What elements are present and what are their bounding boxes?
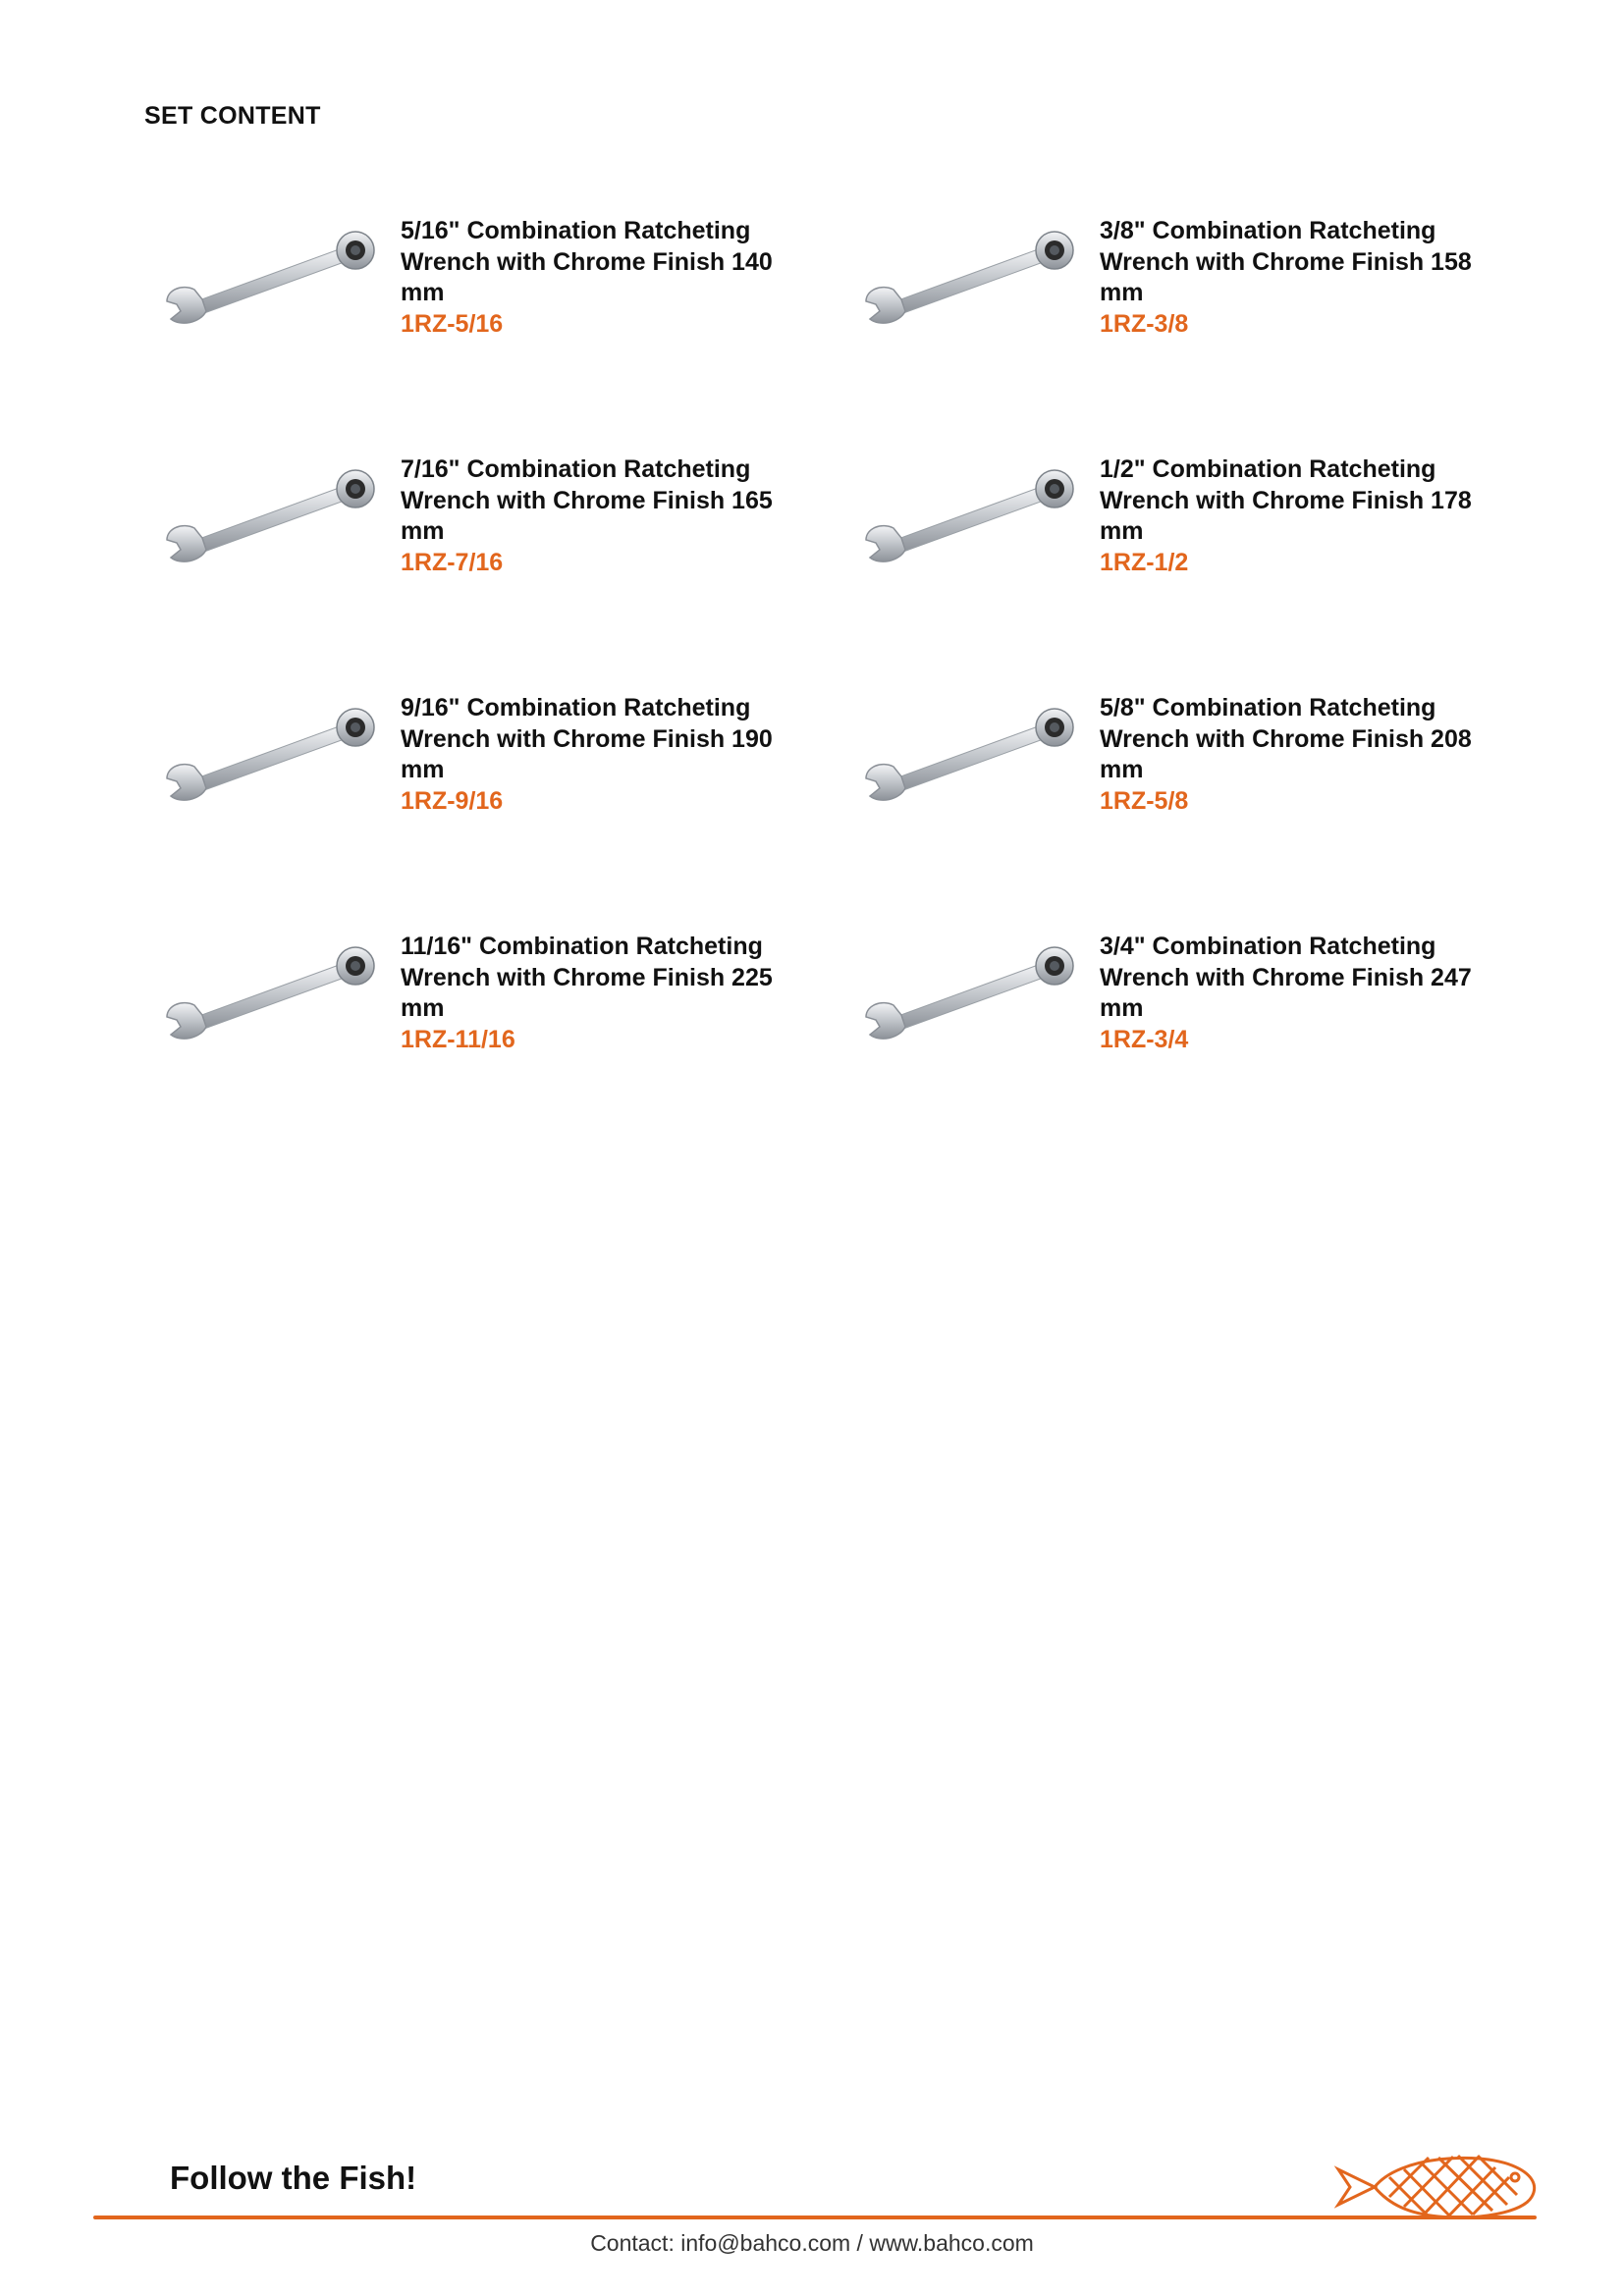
product-code-link[interactable]: 1RZ-5/8 [1100, 786, 1189, 815]
product-code-link[interactable]: 1RZ-7/16 [401, 548, 504, 576]
wrench-icon [856, 927, 1082, 1044]
product-text [401, 693, 813, 817]
product-text [401, 454, 813, 578]
product-code-link[interactable]: 1RZ-3/4 [1100, 1025, 1189, 1053]
product-text [401, 216, 813, 340]
product-item [856, 211, 1532, 450]
product-text [1100, 693, 1512, 817]
product-item [157, 450, 856, 688]
section-title: SET CONTENT [144, 102, 321, 130]
product-name: 9/16" Combination Ratcheting Wrench with Chrome Finish 190 mm [401, 694, 773, 783]
product-code-link[interactable]: 1RZ-1/2 [1100, 548, 1189, 576]
wrench-icon [157, 211, 383, 329]
product-item [856, 450, 1532, 688]
wrench-icon [856, 211, 1082, 329]
product-item [157, 211, 856, 450]
wrench-icon [157, 927, 383, 1044]
product-name: 3/8" Combination Ratcheting Wrench with Chrome Finish 158 mm [1100, 217, 1472, 306]
product-code-link[interactable]: 1RZ-11/16 [401, 1025, 515, 1053]
product-name: 11/16" Combination Ratcheting Wrench with Chrome Finish 225 mm [401, 933, 773, 1022]
fish-logo-icon [1330, 2148, 1546, 2226]
set-content-grid [157, 211, 1532, 1165]
product-name: 5/16" Combination Ratcheting Wrench with Chrome Finish 140 mm [401, 217, 773, 306]
product-item [157, 688, 856, 927]
product-name: 1/2" Combination Ratcheting Wrench with Chrome Finish 178 mm [1100, 455, 1472, 545]
wrench-icon [157, 450, 383, 567]
footer-tagline: Follow the Fish! [170, 2160, 417, 2196]
product-code-link[interactable]: 1RZ-9/16 [401, 786, 504, 815]
product-text [1100, 454, 1512, 578]
product-text [1100, 932, 1512, 1055]
product-item [157, 927, 856, 1165]
product-text [1100, 216, 1512, 340]
product-code-link[interactable]: 1RZ-3/8 [1100, 309, 1189, 338]
product-name: 7/16" Combination Ratcheting Wrench with Chrome Finish 165 mm [401, 455, 773, 545]
wrench-icon [856, 450, 1082, 567]
product-item [856, 688, 1532, 927]
product-name: 3/4" Combination Ratcheting Wrench with Chrome Finish 247 mm [1100, 933, 1472, 1022]
wrench-icon [157, 688, 383, 806]
contact-info: Contact: info@bahco.com / www.bahco.com [590, 2230, 1034, 2256]
product-text [401, 932, 813, 1055]
product-code-link[interactable]: 1RZ-5/16 [401, 309, 504, 338]
product-name: 5/8" Combination Ratcheting Wrench with Chrome Finish 208 mm [1100, 694, 1472, 783]
product-item [856, 927, 1532, 1165]
wrench-icon [856, 688, 1082, 806]
footer-divider [93, 2216, 1537, 2219]
